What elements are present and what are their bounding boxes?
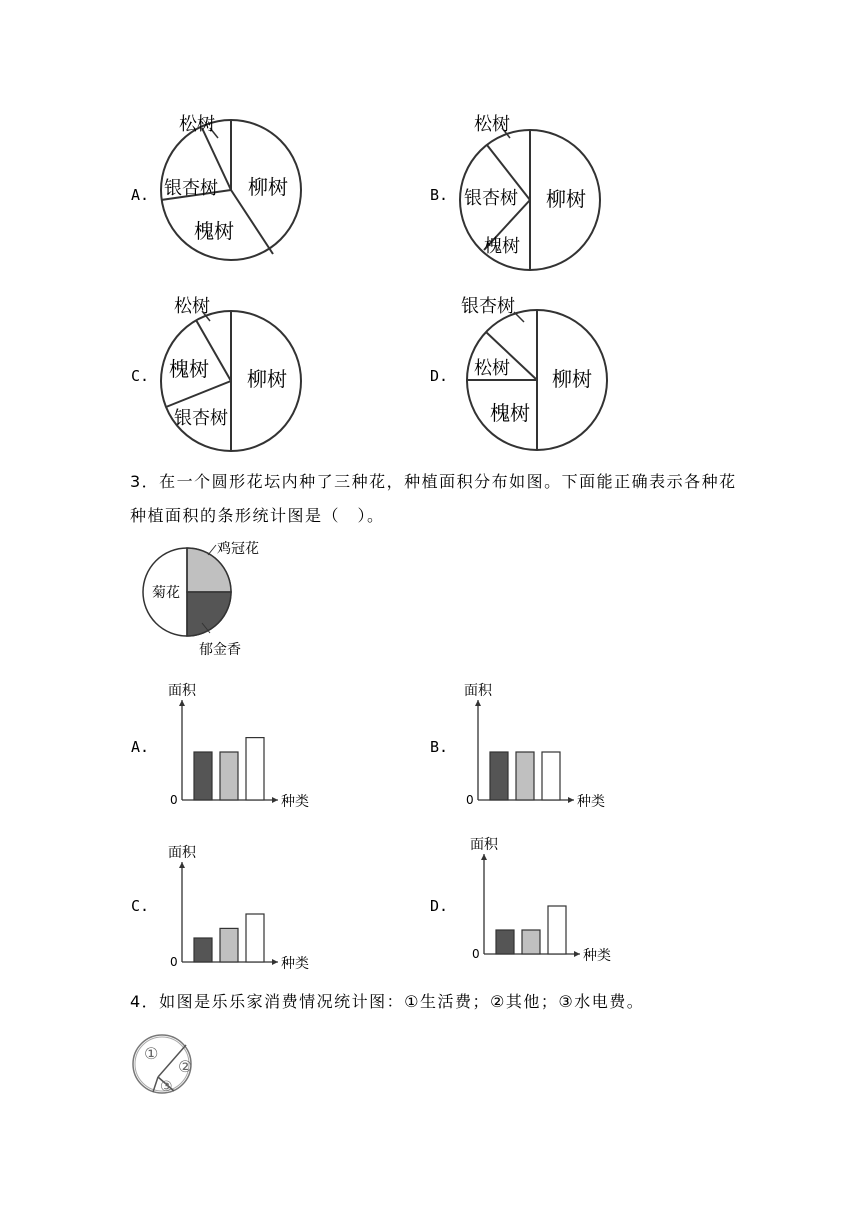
- origin-label: 0: [472, 947, 480, 961]
- q3-option-d-bar-chart[interactable]: [462, 832, 622, 967]
- origin-label: 0: [170, 793, 178, 807]
- q2-option-a-letter[interactable]: A.: [131, 186, 150, 204]
- y-axis-label: 面积: [168, 845, 196, 861]
- bar-cockscomb: [220, 752, 238, 800]
- origin-label: 0: [170, 955, 178, 969]
- q3-stem-line1: 3．在一个圆形花坛内种了三种花，种植面积分布如图。下面能正确表示各种花: [130, 472, 737, 491]
- bar-tulip: [194, 752, 212, 800]
- bar-tulip: [490, 752, 508, 800]
- bar-chrysanthemum: [548, 906, 566, 954]
- q2-option-d-pie[interactable]: [450, 290, 620, 460]
- q2-option-c-letter[interactable]: C.: [131, 367, 150, 385]
- q2-option-c-pie[interactable]: [150, 290, 320, 460]
- bar-cockscomb: [220, 928, 238, 962]
- q3-option-b-bar-chart[interactable]: [456, 678, 616, 813]
- x-axis-label: 种类: [281, 794, 309, 810]
- q3-option-d-letter[interactable]: D.: [430, 897, 449, 915]
- q2-b-label-ginkgo: 银杏树: [464, 188, 518, 209]
- x-axis-label: 种类: [577, 794, 605, 810]
- x-axis-arrow: [272, 959, 278, 965]
- q4-pie-label-1: ①: [144, 1044, 159, 1063]
- q2-a-label-ginkgo: 银杏树: [164, 178, 218, 199]
- bar-cockscomb: [522, 930, 540, 954]
- q3-flower-pie: [140, 535, 280, 660]
- y-axis-arrow: [179, 700, 185, 706]
- bar-cockscomb: [516, 752, 534, 800]
- bar-chrysanthemum: [246, 914, 264, 962]
- x-axis-arrow: [574, 951, 580, 957]
- y-axis-label: 面积: [168, 683, 196, 699]
- q2-d-label-willow: 柳树: [552, 367, 592, 391]
- q3-option-a-bar-chart[interactable]: [160, 678, 320, 813]
- bar-tulip: [496, 930, 514, 954]
- bar-chrysanthemum: [542, 752, 560, 800]
- y-axis-arrow: [179, 862, 185, 868]
- y-axis-arrow: [481, 854, 487, 860]
- q2-d-label-pine: 松树: [474, 358, 510, 379]
- q2-b-label-willow: 柳树: [546, 187, 586, 211]
- x-axis-arrow: [568, 797, 574, 803]
- q4-stem-line1: 4．如图是乐乐家消费情况统计图：①生活费；②其他；③水电费。: [130, 992, 645, 1011]
- q3-option-c-letter[interactable]: C.: [131, 897, 150, 915]
- q2-d-label-ginkgo: 银杏树: [461, 296, 515, 317]
- q2-option-b-pie[interactable]: [450, 108, 620, 278]
- q3-pie-label-cockscomb: 鸡冠花: [217, 541, 259, 557]
- q3-pie-tulip-slice: [187, 592, 231, 636]
- q3-option-b-letter[interactable]: B.: [430, 738, 449, 756]
- q2-b-label-locust: 槐树: [484, 236, 520, 257]
- q2-b-label-pine: 松树: [474, 114, 510, 135]
- q3-stem-line2: 种植面积的条形统计图是（ ）。: [130, 506, 385, 525]
- y-axis-label: 面积: [470, 837, 498, 853]
- q3-option-c-bar-chart[interactable]: [160, 840, 320, 975]
- y-axis-arrow: [475, 700, 481, 706]
- q3-pie-label-tulip: 郁金香: [199, 642, 241, 658]
- q2-option-d-letter[interactable]: D.: [430, 367, 449, 385]
- q2-a-label-pine: 松树: [179, 114, 215, 135]
- q2-d-label-locust: 槐树: [490, 401, 530, 425]
- bar-tulip: [194, 938, 212, 962]
- q2-a-label-locust: 槐树: [194, 219, 234, 243]
- y-axis-label: 面积: [464, 683, 492, 699]
- q2-c-label-willow: 柳树: [247, 367, 287, 391]
- q2-option-a-pie[interactable]: [150, 108, 320, 278]
- q2-c-label-ginkgo: 银杏树: [174, 408, 228, 429]
- q3-pie-label-chrysanthemum: 菊花: [152, 585, 180, 601]
- q2-c-label-pine: 松树: [174, 296, 210, 317]
- q4-pie-label-2: ②: [178, 1057, 193, 1076]
- x-axis-label: 种类: [281, 956, 309, 972]
- q2-a-label-willow: 柳树: [248, 175, 288, 199]
- x-axis-label: 种类: [583, 948, 611, 964]
- q3-option-a-letter[interactable]: A.: [131, 738, 150, 756]
- x-axis-arrow: [272, 797, 278, 803]
- bar-chrysanthemum: [246, 738, 264, 800]
- q4-pie-label-3: ③: [160, 1079, 173, 1095]
- q2-option-b-letter[interactable]: B.: [430, 186, 449, 204]
- origin-label: 0: [466, 793, 474, 807]
- q2-c-label-locust: 槐树: [169, 357, 209, 381]
- q4-expense-pie: [130, 1030, 210, 1100]
